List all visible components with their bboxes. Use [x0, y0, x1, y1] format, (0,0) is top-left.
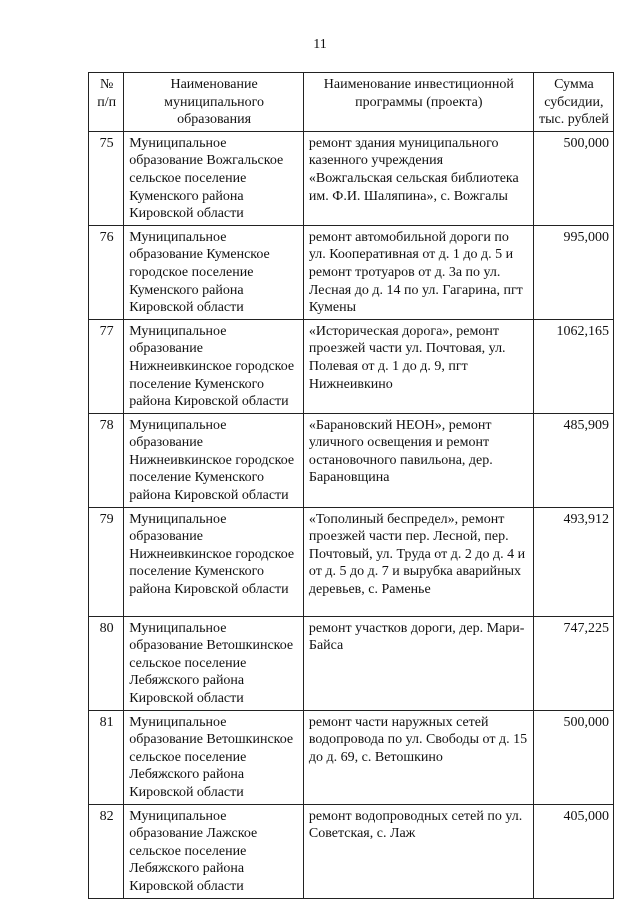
table-row — [89, 413, 614, 507]
row-number: 82 — [89, 804, 124, 898]
subsidies-table — [88, 72, 614, 899]
table-row — [89, 319, 614, 413]
row-number: 79 — [89, 507, 124, 616]
row-number: 75 — [89, 131, 124, 225]
row-municipality: Муниципальное образование Нижнеивкинское городское поселение Куменского района Кировской области — [124, 507, 304, 616]
row-municipality: Муниципальное образование Лажское сельское поселение Лебяжского района Кировской области — [124, 804, 304, 898]
row-program: «Барановский НЕОН», ремонт уличного освещения и ремонт остановочного павильона, дер. Барановщина — [303, 413, 533, 507]
row-municipality: Муниципальное образование Нижнеивкинское городское поселение Куменского района Кировской области — [124, 319, 304, 413]
row-amount: 500,000 — [533, 710, 613, 804]
row-amount: 747,225 — [533, 616, 613, 710]
row-program: «Историческая дорога», ремонт проезжей части ул. Почтовая, ул. Полевая от д. 1 до д. 9, пгт Нижнеивкино — [303, 319, 533, 413]
row-number: 77 — [89, 319, 124, 413]
row-program: ремонт автомобильной дороги по ул. Кооперативная от д. 1 до д. 5 и ремонт тротуаров от д. 3а по ул. Лесная до д. 14 по ул. Гагарина, пгт Кумены — [303, 225, 533, 319]
row-amount: 405,000 — [533, 804, 613, 898]
table-row — [89, 131, 614, 225]
row-municipality: Муниципальное образование Ветошкинское сельское поселение Лебяжского района Кировской области — [124, 710, 304, 804]
row-municipality: Муниципальное образование Вожгальское сельское поселение Куменского района Кировской области — [124, 131, 304, 225]
header-municipality: Наименование муниципального образования — [124, 73, 304, 132]
row-amount: 500,000 — [533, 131, 613, 225]
table-row — [89, 710, 614, 804]
row-amount: 1062,165 — [533, 319, 613, 413]
header-number: № п/п — [89, 73, 124, 132]
table-header-row — [89, 73, 614, 132]
row-municipality: Муниципальное образование Ветошкинское сельское поселение Лебяжского района Кировской области — [124, 616, 304, 710]
row-program: ремонт участков дороги, дер. Мари-Байса — [303, 616, 533, 710]
row-program: ремонт водопроводных сетей по ул. Советская, с. Лаж — [303, 804, 533, 898]
row-municipality: Муниципальное образование Куменское городское поселение Куменского района Кировской области — [124, 225, 304, 319]
table-row — [89, 225, 614, 319]
header-amount: Сумма субсидии, тыс. рублей — [533, 73, 613, 132]
row-number: 80 — [89, 616, 124, 710]
row-number: 76 — [89, 225, 124, 319]
row-program: «Тополиный беспредел», ремонт проезжей части пер. Лесной, пер. Почтовый, ул. Труда от д. 2 до д. 4 и от д. 5 до д. 7 и вырубка аварийных деревьев, с. Раменье — [303, 507, 533, 616]
row-amount: 485,909 — [533, 413, 613, 507]
row-amount: 995,000 — [533, 225, 613, 319]
row-municipality: Муниципальное образование Нижнеивкинское городское поселение Куменского района Кировской области — [124, 413, 304, 507]
table-row — [89, 804, 614, 898]
header-program: Наименование инвестиционной программы (проекта) — [303, 73, 533, 132]
row-number: 78 — [89, 413, 124, 507]
row-number: 81 — [89, 710, 124, 804]
page-number: 11 — [313, 37, 327, 52]
row-amount: 493,912 — [533, 507, 613, 616]
table-row — [89, 616, 614, 710]
row-program: ремонт части наружных сетей водопровода по ул. Свободы от д. 15 до д. 69, с. Ветошкино — [303, 710, 533, 804]
row-program: ремонт здания муниципального казенного учреждения «Вожгальская сельская библиотека им. Ф.И. Шаляпина», с. Вожгалы — [303, 131, 533, 225]
table-row — [89, 507, 614, 616]
